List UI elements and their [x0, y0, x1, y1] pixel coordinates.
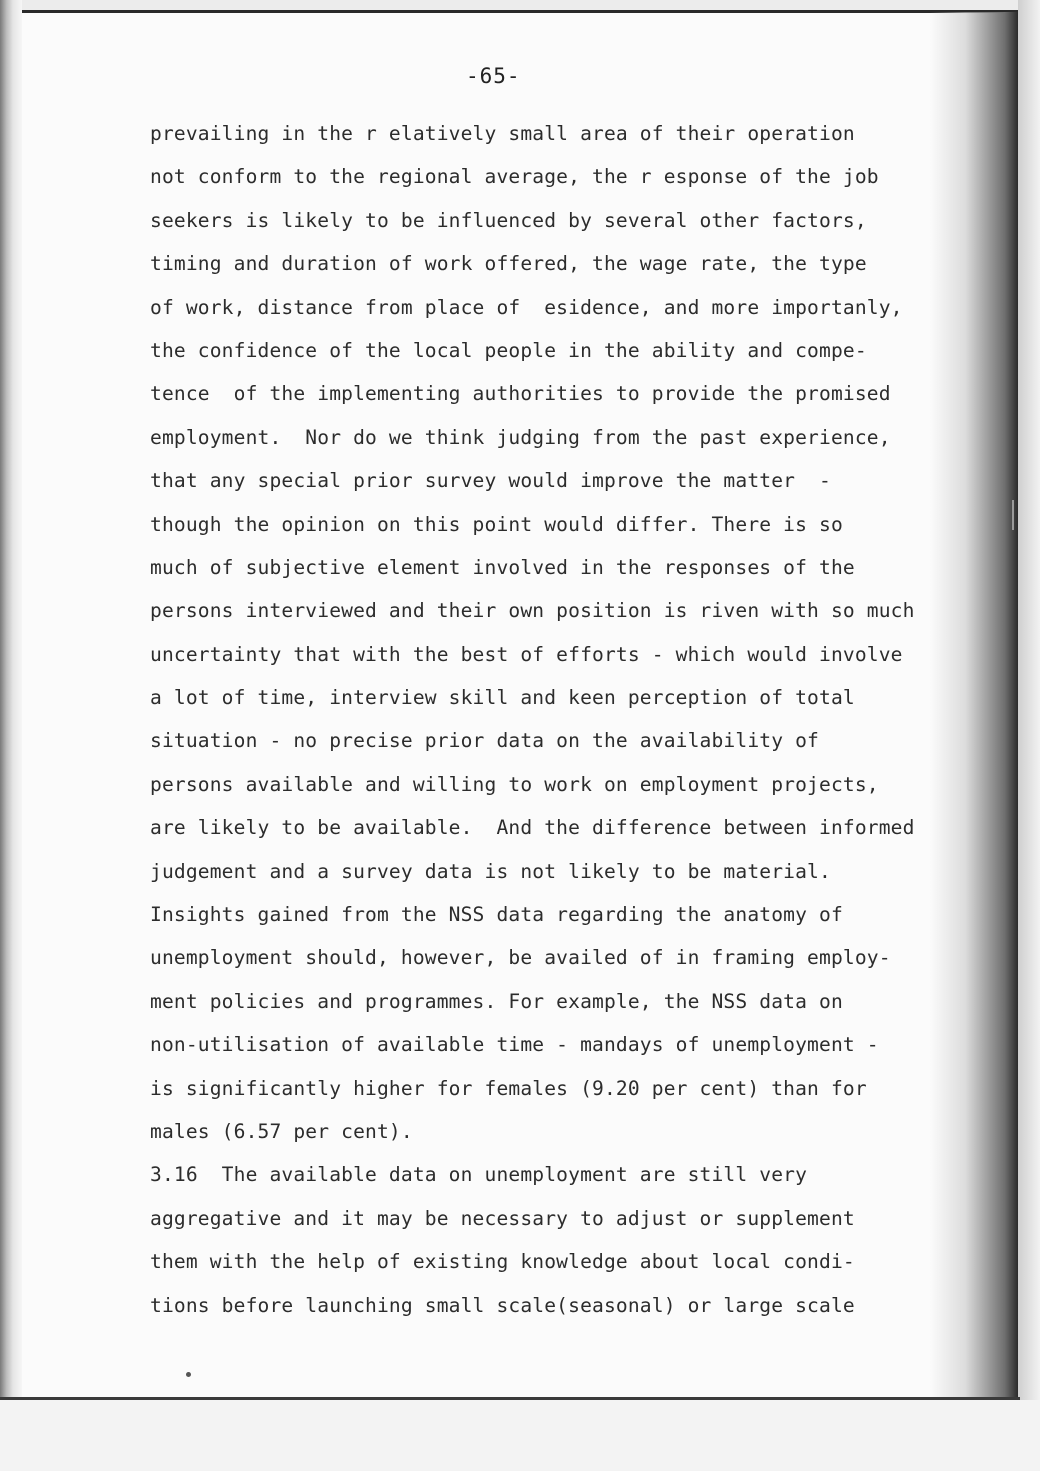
text-line: persons interviewed and their own position is riven with so much — [150, 599, 915, 623]
text-line: much of subjective element involved in the responses of the — [150, 555, 855, 579]
section-line: 3.16 The available data on unemployment are still very — [150, 1163, 808, 1187]
text-line: of work, distance from place of esidence, and more importanly, — [150, 295, 903, 319]
text-line: ment policies and programmes. For example, the NSS data on — [150, 989, 843, 1013]
text-line: unemployment should, however, be availed of in framing employ- — [150, 946, 891, 970]
text-line: the confidence of the local people in the ability and compe- — [150, 338, 867, 362]
text-line: aggregative and it may be necessary to adjust or supplement — [150, 1206, 855, 1230]
text-line: that any special prior survey would improve the matter - — [150, 469, 831, 493]
text-line: timing and duration of work offered, the wage rate, the type — [150, 252, 867, 276]
text-line: persons available and willing to work on employment projects, — [150, 772, 879, 796]
text-line: tence of the implementing authorities to provide the promised — [150, 382, 891, 406]
text-line: males (6.57 per cent). — [150, 1119, 413, 1143]
text-line: though the opinion on this point would differ. There is so — [150, 512, 843, 536]
text-line: tions before launching small scale(seasonal) or large scale — [150, 1293, 855, 1317]
text-line: them with the help of existing knowledge about local condi- — [150, 1250, 855, 1274]
left-binding-shadow — [0, 0, 22, 1400]
text-line: judgement and a survey data is not likely to be material. — [150, 859, 831, 883]
text-line: a lot of time, interview skill and keen perception of total — [150, 686, 855, 710]
text-line: Insights gained from the NSS data regarding the anatomy of — [150, 903, 843, 927]
right-page-edge — [1018, 0, 1040, 1471]
text-line: seekers is likely to be influenced by several other factors, — [150, 208, 867, 232]
background-strip — [0, 1400, 1040, 1471]
text-line: prevailing in the r elatively small area of their operation — [150, 122, 855, 145]
text-line: are likely to be available. And the difference between informed — [150, 816, 915, 840]
text-line: not conform to the regional average, the r esponse of the job — [150, 165, 879, 189]
text-line: situation - no precise prior data on the availability of — [150, 729, 819, 753]
text-line: non-utilisation of available time - mandays of unemployment - — [150, 1033, 879, 1057]
body-text — [150, 112, 962, 1327]
page-number: -65- — [466, 64, 521, 88]
ink-dot — [186, 1372, 191, 1377]
text-line: employment. Nor do we think judging from the past experience, — [150, 425, 891, 449]
text-line: uncertainty that with the best of efforts - which would involve — [150, 642, 903, 666]
text-line: is significantly higher for females (9.20 per cent) than for — [150, 1076, 867, 1100]
margin-mark — [1012, 500, 1014, 530]
